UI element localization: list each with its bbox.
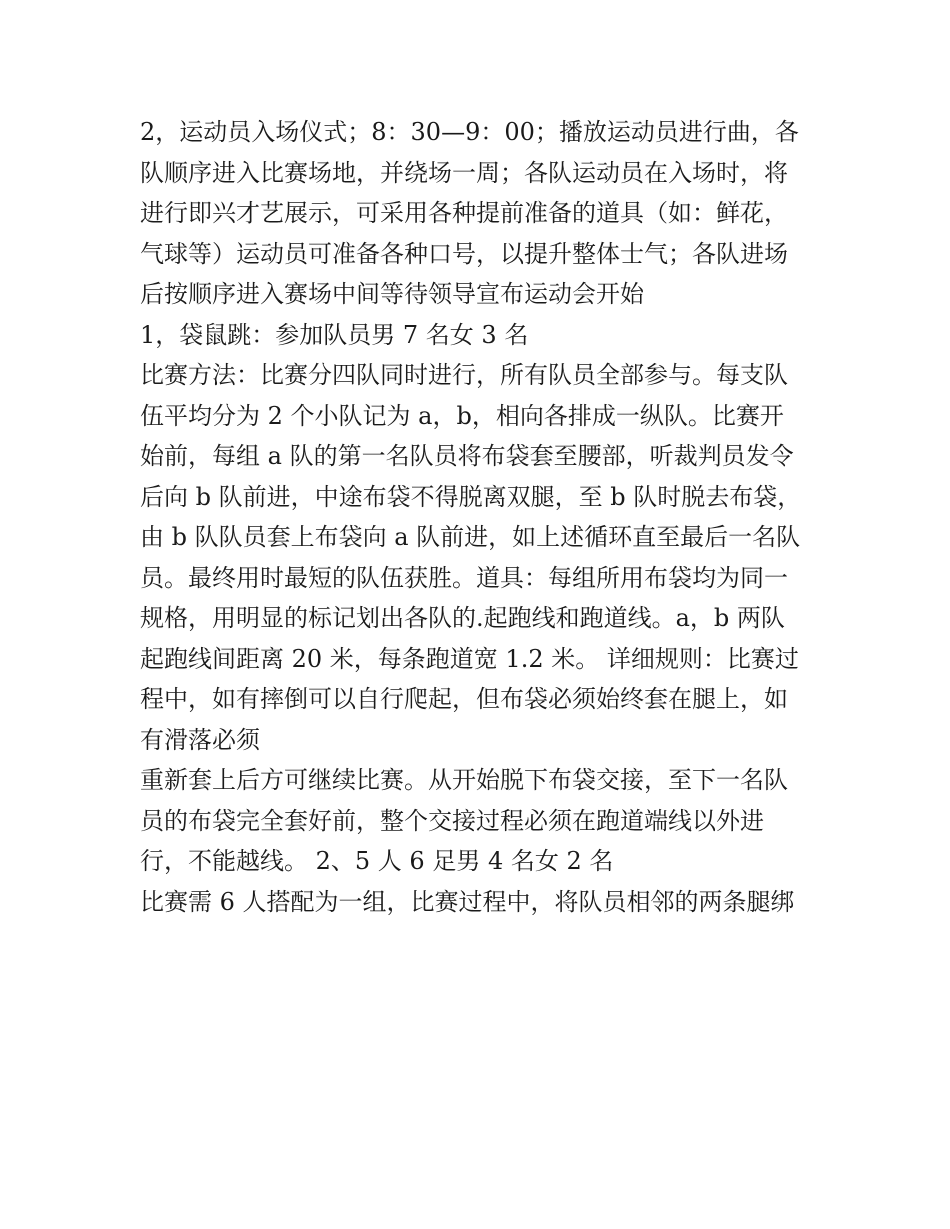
text-line: 程中，如有摔倒可以自行爬起，但布袋必须始终套在腿上，如	[140, 685, 788, 713]
text-line: 重新套上后方可继续比赛。从开始脱下布袋交接，至下一名队	[140, 766, 788, 794]
text-line: 进行即兴才艺展示，可采用各种提前准备的道具（如：鲜花，	[140, 199, 788, 227]
text-line: 比赛需 6 人搭配为一组，比赛过程中，将队员相邻的两条腿绑	[140, 887, 795, 916]
text-line: 气球等）运动员可准备各种口号，以提升整体士气；各队进场	[140, 239, 788, 268]
text-line: 行，不能越线。 2、5 人 6 足男 4 名女 2 名	[140, 847, 614, 875]
text-line: 伍平均分为 2 个小队记为 a，b，相向各排成一纵队。比赛开	[140, 401, 784, 430]
text-line: 比赛方法：比赛分四队同时进行，所有队员全部参与。每支队	[140, 361, 788, 389]
text-line: 员的布袋完全套好前，整个交接过程必须在跑道端线以外进	[140, 806, 764, 835]
document-body	[140, 112, 820, 922]
section-heading-kangaroo-jump: 1，袋鼠跳：参加队员男 7 名女 3 名	[140, 320, 529, 349]
text-line: 有滑落必须	[140, 725, 260, 754]
text-line: 后按顺序进入赛场中间等待领导宣布运动会开始	[140, 280, 644, 308]
text-line: 始前，每组 a 队的第一名队员将布袋套至腰部，听裁判员发令	[140, 442, 794, 470]
text-line: 规格，用明显的标记划出各队的.起跑线和跑道线。a，b 两队	[140, 604, 785, 632]
text-line: 队顺序进入比赛场地，并绕场一周；各队运动员在入场时，将	[140, 158, 788, 187]
text-line: 起跑线间距离 20 米，每条跑道宽 1.2 米。 详细规则：比赛过	[140, 644, 799, 673]
text-line: 后向 b 队前进，中途布袋不得脱离双腿，至 b 队时脱去布袋，	[140, 482, 802, 511]
text-line: 2，运动员入场仪式；8：30—9：00；播放运动员进行曲，各	[140, 118, 799, 146]
text-line: 由 b 队队员套上布袋向 a 队前进，如上述循环直至最后一名队	[140, 523, 801, 551]
text-line: 员。最终用时最短的队伍获胜。道具：每组所用布袋均为同一	[140, 563, 788, 592]
